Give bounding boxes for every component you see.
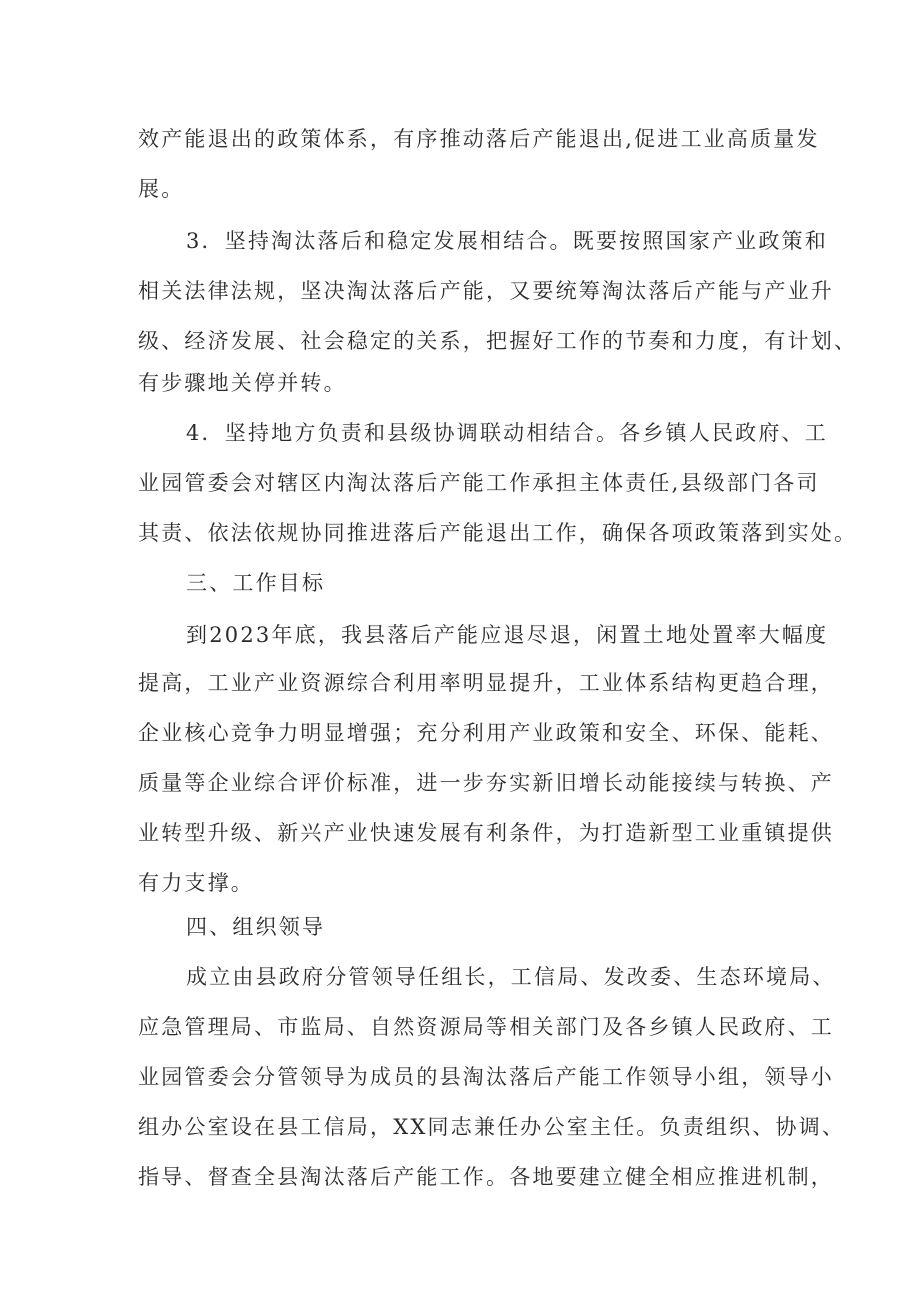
text-line: 效产能退出的政策体系，有序推动落后产能退出,促进工业高质量发 xyxy=(138,127,820,151)
text-line: 展。 xyxy=(138,177,185,201)
text-line: 其责、依法依规协同推进落后产能退出工作，确保各项政策落到实处。 xyxy=(138,521,858,545)
text-line: 业园管委会分管领导为成员的县淘汰落后产能工作领导小组，领导小 xyxy=(138,1065,834,1089)
text-line: 业园管委会对辖区内淘汰落后产能工作承担主体责任,县级部门各司 xyxy=(138,471,820,495)
text-line: 指导、督查全县淘汰落后产能工作。各地要建立健全相应推进机制， xyxy=(138,1165,834,1189)
text-line: 质量等企业综合评价标准，进一步夯实新旧增长动能接续与转换、产 xyxy=(138,771,834,795)
text-line: 相关法律法规，坚决淘汰落后产能，又要统筹淘汰落后产能与产业升 xyxy=(138,279,834,303)
text-line: 3．坚持淘汰落后和稳定发展相结合。既要按照国家产业政策和 xyxy=(186,229,828,253)
text-line: 提高，工业产业资源综合利用率明显提升，工业体系结构更趋合理， xyxy=(138,671,834,695)
text-line: 有力支撑。 xyxy=(138,871,254,895)
text-line: 应急管理局、市监局、自然资源局等相关部门及各乡镇人民政府、工 xyxy=(138,1015,834,1039)
text-line: 成立由县政府分管领导任组长，工信局、发改委、生态环境局、 xyxy=(186,965,836,989)
text-line: 有步骤地关停并转。 xyxy=(138,371,347,395)
text-line: 4．坚持地方负责和县级协调联动相结合。各乡镇人民政府、工 xyxy=(186,421,828,445)
text-line: 组办公室设在县工信局，XX同志兼任办公室主任。负责组织、协调、 xyxy=(138,1115,846,1139)
text-line: 到2023年底，我县落后产能应退尽退，闲置土地处置率大幅度 xyxy=(186,623,829,647)
section-heading: 三、工作目标 xyxy=(186,571,326,595)
text-line: 企业核心竞争力明显增强；充分利用产业政策和安全、环保、能耗、 xyxy=(138,721,834,745)
text-line: 业转型升级、新兴产业快速发展有利条件，为打造新型工业重镇提供 xyxy=(138,821,834,845)
text-line: 级、经济发展、社会稳定的关系，把握好工作的节奏和力度，有计划、 xyxy=(138,329,858,353)
section-heading: 四、组织领导 xyxy=(186,915,326,939)
